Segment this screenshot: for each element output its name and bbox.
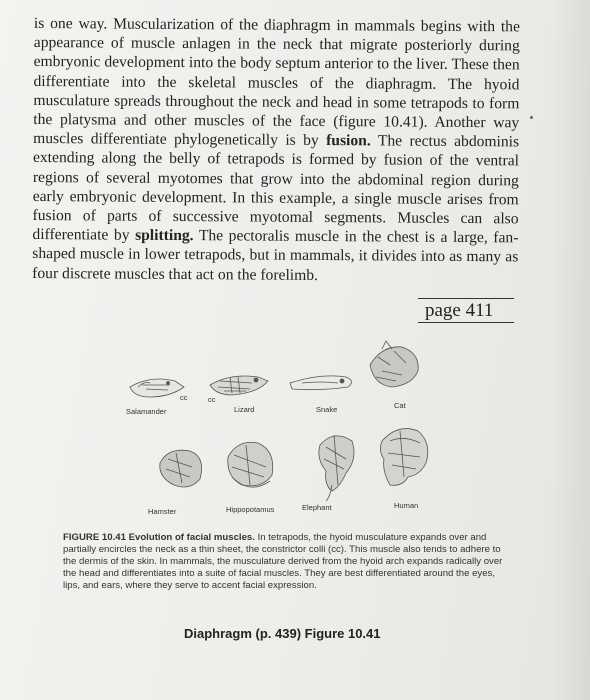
label-human: Human: [394, 501, 419, 510]
page-number-rule-top: [418, 298, 514, 299]
body-text-part2: The rectus abdominis extending along the belly of tetrapods is formed by fusion of the ventral regions of several myotomes that grow into the abdominal region during early embryonic development. In this example, a single muscle arises from fusion of parts of successive myotomal segments. Muscles can also differentiate by: [32, 132, 520, 244]
footer-reference: Diaphragm (p. 439) Figure 10.41: [184, 626, 381, 641]
salamander-head-drawing: [130, 379, 184, 397]
caption-title: FIGURE 10.41 Evolution of facial muscles.: [63, 532, 255, 543]
label-cat: Cat: [394, 401, 406, 410]
label-hamster: Hamster: [148, 507, 177, 516]
term-fusion: fusion.: [326, 132, 371, 150]
label-elephant: Elephant: [302, 503, 332, 512]
label-cc-salamander: cc: [180, 393, 188, 402]
body-text-part3: The pectoralis muscle in the chest is a large, fan-shaped muscle in lower tetrapods, but in mammals, it divides into as many as four discrete muscles that act on the forelimb.: [32, 227, 519, 284]
figure-10-41: [120, 335, 450, 525]
body-text-part1: is one way. Muscularization of the diaphragm in mammals begins with the appearance of muscle anlagen in the neck that migrate posteriorly during embryonic development into the body septum anterior to the liver. These then differentiate into the skeletal muscles of the diaphragm. The hyoid musculature spreads throughout the neck and head in some tetrapods to form the platysma and other muscles of the face (figure 10.41). Another way muscles differentiate phylogenetically is by: [33, 14, 520, 150]
page-number: page 411: [425, 300, 494, 321]
cat-head-drawing: [370, 341, 418, 387]
label-snake: Snake: [316, 405, 338, 414]
lizard-head-drawing: [210, 376, 268, 395]
label-lizard: Lizard: [234, 405, 255, 414]
human-head-drawing: [380, 429, 427, 486]
figure-caption: [63, 532, 509, 592]
caption-text: In tetrapods, the hyoid musculature expands over and partially encircles the neck as a thin sheet, the constrictor colli (cc). This muscle also tends to adhere to the dermis of the skin. In mammals, the musculature derived from the hyoid arch expands radically over the head and differentiates into a suite of facial muscles. They are best differentiated around the eyes, lips, and ears, where they serve to accent facial expression.: [63, 532, 503, 591]
snake-head-drawing: [290, 376, 352, 390]
label-hippopotamus: Hippopotamus: [226, 505, 275, 514]
speck: [530, 116, 533, 119]
label-salamander: Salamander: [126, 407, 167, 416]
elephant-drawing: [319, 435, 354, 501]
figure-illustration: [120, 335, 450, 525]
label-cc-lizard: cc: [208, 395, 216, 404]
hamster-drawing: [160, 450, 202, 487]
page-number-rule-bottom: [418, 322, 514, 323]
term-splitting: splitting.: [135, 226, 194, 245]
body-paragraph: [32, 14, 520, 286]
hippopotamus-drawing: [228, 442, 273, 487]
page-shadow: [550, 0, 590, 700]
